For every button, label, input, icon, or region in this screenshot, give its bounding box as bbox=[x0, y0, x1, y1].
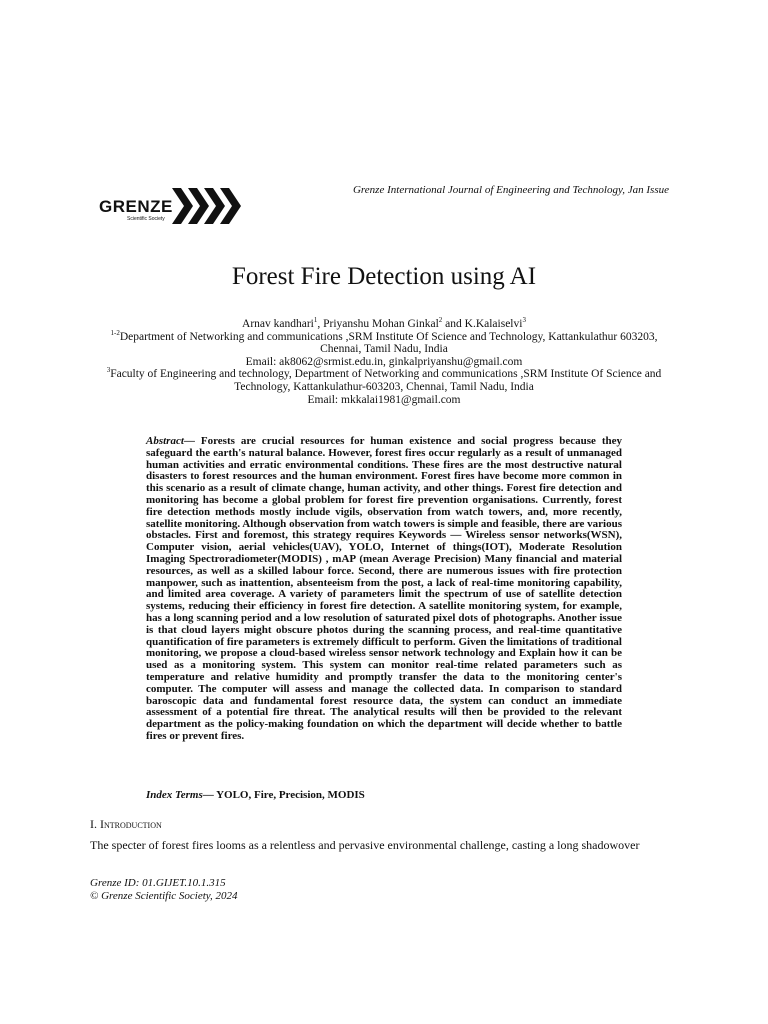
journal-header: Grenze International Journal of Engineering and Technology, Jan Issue bbox=[352, 184, 669, 196]
abstract bbox=[146, 436, 622, 743]
author-sup: 3 bbox=[522, 316, 526, 325]
index-terms-text: YOLO, Fire, Precision, MODIS bbox=[216, 789, 365, 801]
logo-wordmark: GRENZE bbox=[99, 197, 173, 216]
abstract-dash: — bbox=[183, 435, 201, 447]
author-separator: and bbox=[442, 318, 465, 330]
abstract-label: Abstract bbox=[146, 435, 184, 447]
author-name: K.Kalaiselvi bbox=[464, 318, 523, 330]
logo-subtitle: Scientific Society bbox=[127, 216, 165, 222]
author-list bbox=[100, 318, 668, 331]
grenze-id: Grenze ID: 01.GIJET.10.1.315 bbox=[90, 877, 226, 889]
affiliation-text: Department of Networking and communications ,SRM Institute Of Science and Technology, Kattankulathur 603203, Chennai, Tamil Nadu, India bbox=[119, 330, 658, 356]
affiliation-sup: 1-2 bbox=[110, 328, 120, 337]
author-sup: 1 bbox=[313, 316, 318, 325]
email-2: Email: mkkalai1981@gmail.com bbox=[307, 393, 461, 406]
section-heading bbox=[90, 817, 162, 832]
author-separator: , bbox=[317, 318, 324, 330]
author-block bbox=[100, 318, 668, 406]
copyright: © Grenze Scientific Society, 2024 bbox=[90, 889, 238, 902]
affiliation-1 bbox=[100, 328, 668, 356]
author-name: Priyanshu Mohan Ginkal bbox=[323, 318, 439, 330]
abstract-text: Forests are crucial resources for human existence and social progress because they safeguard the earth's natural balance. However, forest fires occur regularly as a result of unmanaged human activities and erratic environmental conditions. These fires are the most destructive natural disasters to forest resources and the human environment. Forest fires have become more common in this scenario as a result of climate change, human activity, and other things. Forest fire detection and monitoring has become a global problem for forest fire prevention organisations. Currently, forest fire detection methods mostly include vigils, observation from watch towers, and, more recently, satellite monitoring. Although observation from watch towers is simple and feasible, there are various obstacles. First and foremost, this strategy requires Keywords — Wireless sensor networks(WSN), Computer vision, aerial vehicles(UAV), YOLO, Internet of things(IOT), Moderate Resolution Imaging Spectroradiometer(MODIS) , mAP (mean Average Precision) Many financial and material resources, as well as a skilled labour force. Second, there are numerous issues with fire protection manpower, such as inattention, absenteeism from the post, a lack of real-time monitoring capability, and limited area coverage. A variety of parameters limit the spectrum of use of satellite detection systems, reducing their efficiency in forest fire detection. A satellite monitoring system, for example, has a long scanning period and a low resolution of saturated pixel dots of photographs. Another issue is that cloud layers might obscure photos during the scanning process, and real-time quantitative quantification of fire parameters is extremely difficult to perform. Given the limitations of traditional monitoring, we propose a cloud-based wireless sensor network technology and Explain how it can be used as a monitoring system. This system can monitor real-time related parameters such as temperature and relative humidity and promptly transfer the data to the monitoring center's computer. The computer will assess and manage the collected data. In comparison to standard baroscopic data and fundamental forest resource data, the system can conduct an immediate assessment of a potential fire threat. The analytical results will then be provided to the relevant department as the policy-making foundation on which the department will decide whether to battle fires or prevent fires. bbox=[146, 435, 623, 742]
email-1: Email: ak8062@srmist.edu.in, ginkalpriyanshu@gmail.com bbox=[245, 355, 523, 368]
affiliation-text: Faculty of Engineering and technology, Department of Networking and communications ,SRM Institute Of Science and Technology, Kattankulathur-603203, Chennai, Tamil Nadu, India bbox=[110, 368, 662, 393]
index-terms-label: Index Terms bbox=[146, 789, 203, 801]
section-number: I. bbox=[90, 817, 100, 831]
intro-paragraph: The specter of forest fires looms as a relentless and pervasive environmental challenge, casting a long shadowover bbox=[90, 838, 640, 852]
author-sup: 2 bbox=[438, 316, 443, 325]
affiliation-2 bbox=[100, 368, 668, 393]
grenze-logo bbox=[99, 186, 259, 228]
affiliation-sup: 3 bbox=[106, 366, 111, 375]
footer bbox=[90, 877, 238, 902]
paper-title: Forest Fire Detection using AI bbox=[231, 263, 537, 290]
chevrons-icon bbox=[172, 186, 257, 226]
index-terms bbox=[146, 789, 622, 801]
author-name: Arnav kandhari bbox=[242, 318, 314, 330]
index-terms-dash: — bbox=[202, 789, 217, 801]
section-title: Introduction bbox=[100, 817, 162, 831]
